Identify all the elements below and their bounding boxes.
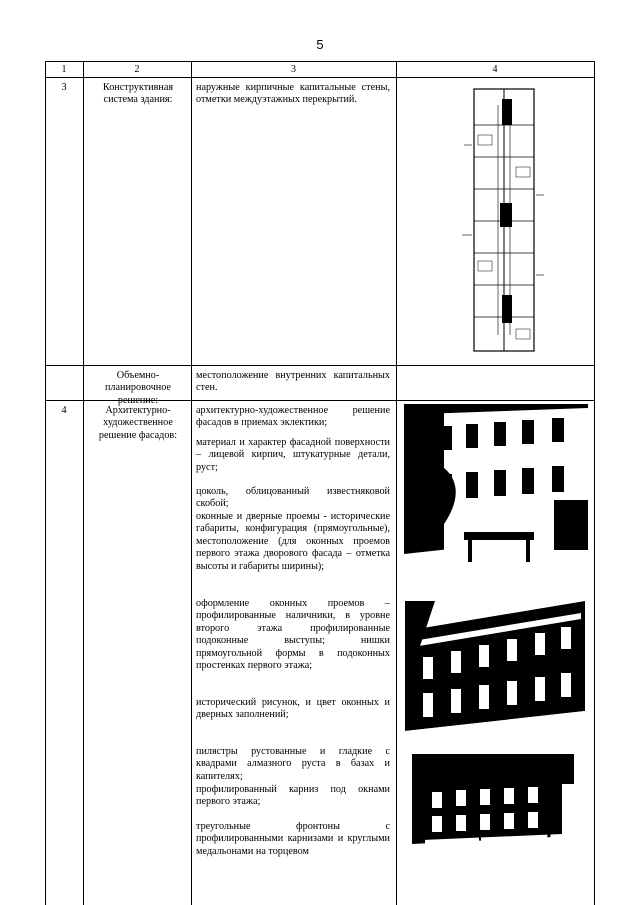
header-col-3: 3 bbox=[291, 64, 296, 75]
description-paragraph: архитектурно-художественное решение фасадов в приемах эклектики; bbox=[196, 405, 390, 429]
description-paragraph: оконные и дверные проемы - исторические габариты, конфигурация (прямоугольные), местоположение (для оконных проемов первого этажа дворового фасада – отметка высоты и габариты ширины); bbox=[196, 511, 390, 572]
page-number: 5 bbox=[316, 37, 324, 52]
description-paragraph: пилястры рустованные и гладкие с квадрами алмазного руста в базах и капителях; bbox=[196, 746, 390, 782]
description-paragraph: местоположение внутренних капитальных стен. bbox=[196, 370, 390, 394]
description-paragraph: материал и характер фасадной поверхности – лицевой кирпич, штукатурные детали, руст; bbox=[196, 437, 390, 473]
row-number: 3 bbox=[61, 82, 67, 93]
facade-photo-3 bbox=[412, 754, 574, 860]
description-paragraph: профилированный карниз под окнами первого этажа; bbox=[196, 784, 390, 808]
header-col-1: 1 bbox=[61, 64, 67, 75]
description-paragraph: наружные кирпичные капитальные стены, отметки междуэтажных перекрытий. bbox=[196, 82, 390, 106]
row-title: Объемно-планировочное решение: bbox=[104, 370, 172, 406]
description-paragraph: исторический рисунок, и цвет оконных и дверных заполнений; bbox=[196, 697, 390, 721]
header-col-2: 2 bbox=[134, 64, 140, 75]
description-paragraph: цоколь, облицованный известняковой скобой; bbox=[196, 486, 390, 510]
facade-photo-1 bbox=[404, 404, 588, 582]
description-paragraph: оформление оконных проемов – профилированные наличники, в уровне второго этажа профилированные подоконные выступы; нишки прямоугольной формы в подоконных простенках первого этажа; bbox=[196, 598, 390, 672]
row-title: Конструктивная система здания: bbox=[102, 82, 174, 106]
description-paragraph: треугольные фронтоны с профилированными карнизами и круглыми медальонами на торцевом bbox=[196, 821, 390, 857]
row-description bbox=[196, 82, 390, 107]
row-description bbox=[196, 370, 390, 395]
header-col-4: 4 bbox=[492, 64, 498, 75]
row-number: 4 bbox=[61, 405, 67, 416]
facade-photo-2 bbox=[405, 601, 585, 744]
floor-plan-image bbox=[458, 85, 548, 355]
row-title: Архитектурно-художественное решение фасадов: bbox=[98, 405, 178, 441]
